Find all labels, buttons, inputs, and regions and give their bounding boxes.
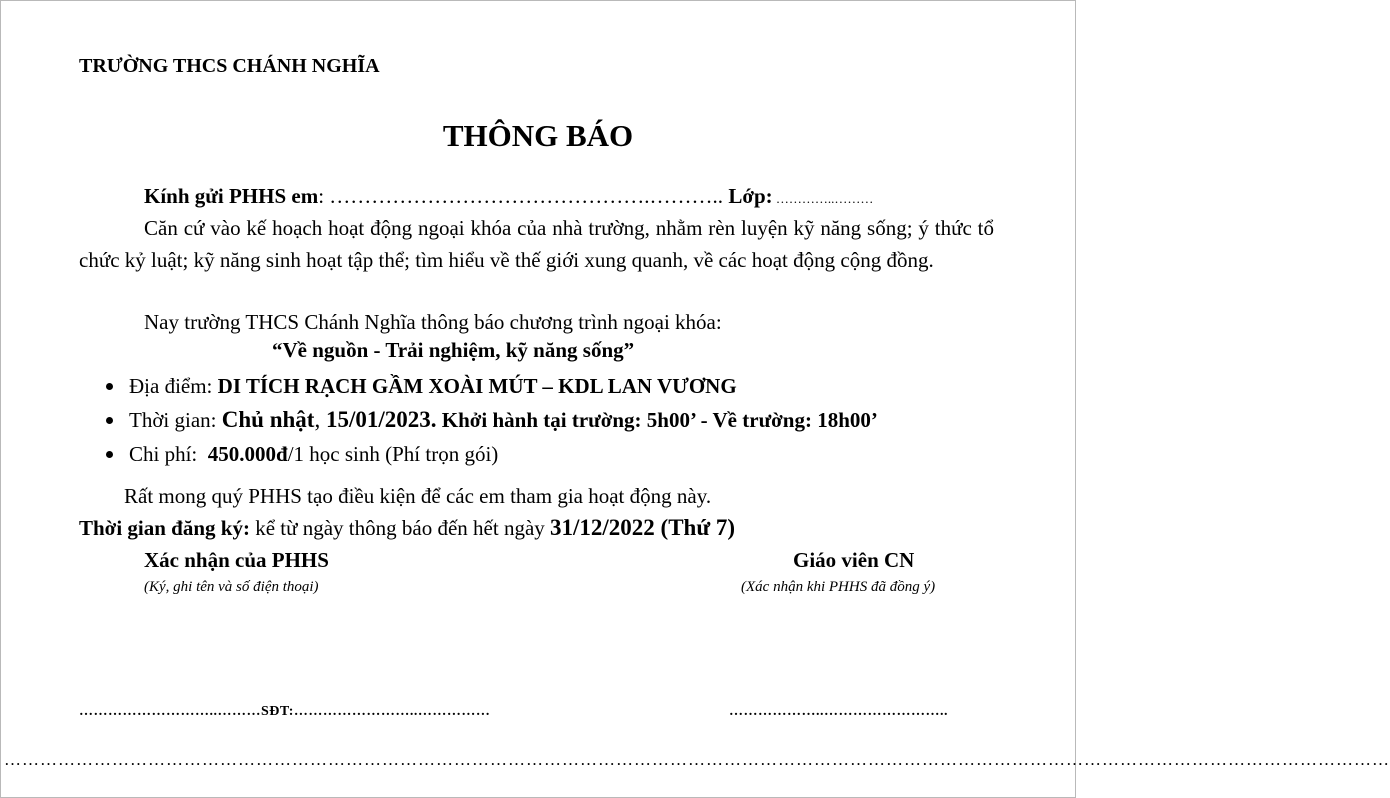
time-comma: , [314,407,326,432]
request-line: Rất mong quý PHHS tạo điều kiện để các em tham gia hoạt động này. [124,484,712,508]
trip-day: Chủ nhật [221,407,315,432]
cost-amount: 450.000đ [207,442,288,466]
time-item [103,404,878,438]
teacher-signature-line: ………………..…………………….. [729,704,948,719]
parent-signature-note: (Ký, ghi tên và số điện thoại) [144,579,319,595]
class-blank: …………..……… [772,191,874,206]
teacher-signature-note: (Xác nhận khi PHHS đã đồng ý) [741,579,936,595]
registration-text: kể từ ngày thông báo đến hết ngày [249,516,551,540]
parent-signature-title: Xác nhận của PHHS [144,548,329,572]
trip-date: 15/01/2023. [325,407,437,432]
greeting-line [144,180,873,215]
intro-paragraph: Căn cứ vào kế hoạch hoạt động ngoại khóa của nhà trường, nhằm rèn luyện kỹ năng sống; ý thức tổ chức kỷ luật; kỹ năng sinh hoạt tập thể; tìm hiểu về thế giới xung quanh, về các hoạt động cộng đồng. [79,216,994,272]
departure-return: Khởi hành tại trường: 5h00’ - Về trường: 18h00’ [436,408,878,432]
cost-item [103,438,878,472]
cut-line: …………………………………………………………………………………………………………………………………………………………………………………………………………… [4,750,1390,769]
parent-name-phone-line: ………………………..………SĐT:……………………..…………… [79,704,491,719]
teacher-signature-title: Giáo viên CN [793,548,915,572]
bullet-icon [106,417,113,424]
cost-label: Chi phí: [129,442,208,466]
location-label: Địa điểm: [129,374,218,398]
cost-detail: /1 học sinh (Phí trọn gói) [287,442,499,466]
class-label: Lớp: [728,184,773,208]
location-value: DI TÍCH RẠCH GẦM XOÀI MÚT – KDL LAN VƯƠNG [217,374,737,398]
registration-line [79,512,735,544]
registration-label: Thời gian đăng ký: [79,516,250,540]
bullet-icon [106,383,113,390]
registration-deadline: 31/12/2022 (Thứ 7) [550,515,736,540]
page-title: THÔNG BÁO [442,118,634,153]
program-slogan: “Về nguồn - Trải nghiệm, kỹ năng sống” [272,338,635,362]
time-label: Thời gian: [129,408,222,432]
bullet-icon [106,451,113,458]
greeting-label: Kính gửi PHHS em [144,184,319,208]
school-name: TRƯỜNG THCS CHÁNH NGHĨA [79,55,380,77]
announcement-line: Nay trường THCS Chánh Nghĩa thông báo chương trình ngoại khóa: [144,310,722,334]
student-name-blank: : ……………………………………….……….. [318,184,729,208]
details-list [103,370,878,472]
location-item [103,370,878,404]
